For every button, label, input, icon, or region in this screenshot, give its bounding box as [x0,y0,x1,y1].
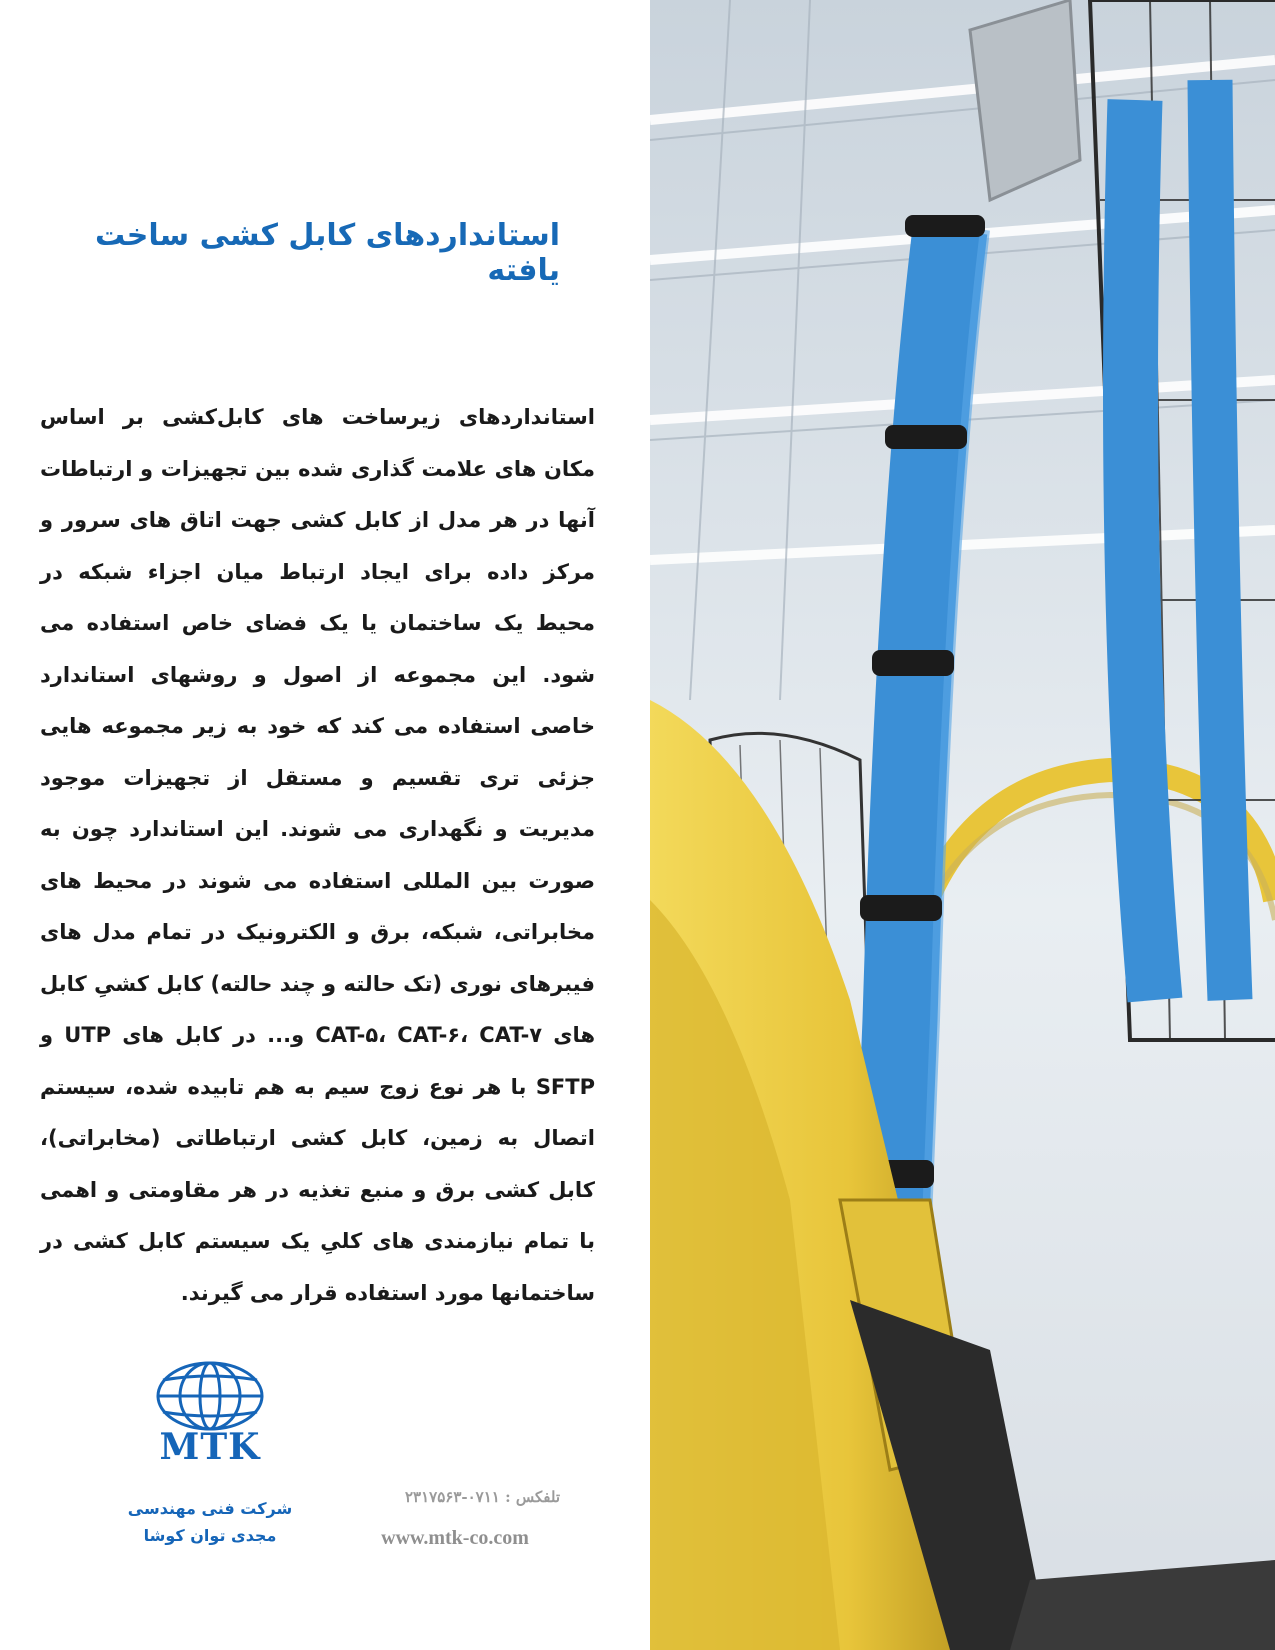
globe-icon [155,1360,265,1432]
company-logo [135,1360,285,1468]
website-link[interactable]: www.mtk-co.com [381,1527,529,1549]
company-name-line-2: مجدی توان کوشا [143,1526,277,1545]
cable-photo [650,0,1275,1650]
company-name [100,1495,320,1549]
page-title: استانداردهای کابل کشی ساخت یافته [95,218,560,288]
logo-wordmark: MTK [159,1426,261,1468]
telfax [330,1488,560,1506]
telfax-label: تلفکس : [505,1488,560,1506]
company-name-line-1: شرکت فنی مهندسی [127,1499,293,1518]
body-paragraph: استانداردهای زیرساخت های کابل‌کشی بر اساس مکان های علامت گذاری شده بین تجهیزات و ارتباطات آنها در هر مدل از کابل کشی جهت اتاق های سرور و مرکز داده برای ایجاد ارتباط میان اجزاء شبکه در محیط یک ساختمان یا یک فضای خاص استفاده می شود. این مجموعه از اصول و روشهای استاندارد خاصی استفاده می کند که خود به زیر مجموعه هایی جزئی تری تقسیم و مستقل از تجهیزات موجود مدیریت و نگهداری می شوند. این استاندارد چون به صورت بین المللی استفاده می شوند در محیط های مخابراتی، شبکه، برق و الکترونیک در تمام مدل های فیبرهای نوری (تک حالته و چند حالته) کابل کشیِ کابل های CAT-۵، CAT-۶، CAT-۷ و... در کابل های UTP و SFTP با هر نوع زوج سیم به هم تابیده شده، سیستم اتصال به زمین، کابل کشی ارتباطاتی (مخابراتی)، کابل کشی برق و منبع تغذیه در هر مقاومتی و اهمی با تمام نیازمندی های کلیِ یک سیستم کابل کشی در ساختمانها مورد استفاده قرار می گیرند. [40,405,596,1305]
telfax-number: ۰۷۱۱-۲۳۱۷۵۶۳ [404,1488,500,1506]
